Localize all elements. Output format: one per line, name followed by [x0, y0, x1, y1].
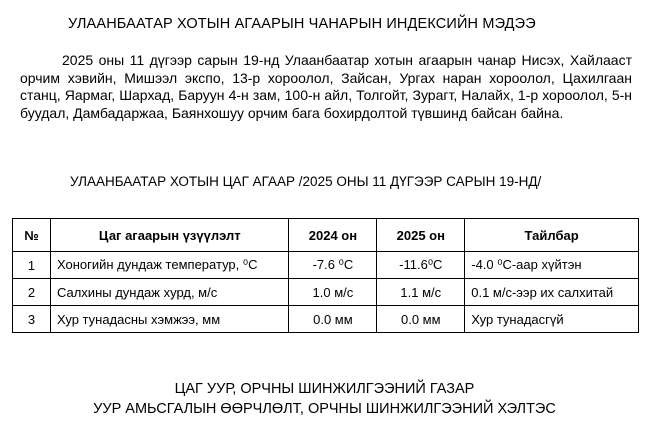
- table-row: [13, 252, 639, 279]
- header-number: №: [13, 219, 51, 252]
- air-quality-paragraph: 2025 оны 11 дүгээр сарын 19-нд Улаанбаатар хотын агаарын чанар Нисэх, Хайлааст орчим хэвийн, Мишээл экспо, 13-р хороолол, Зайсан, Ургах наран хороолол, Цахилгаан станц, Яармаг, Шархад, Баруун 4-н зам, 100-н айл, Толгойт, Зурагт, Налайх, 1-р хороолол, 5-н буудал, Дамбадаржаа, Баянхошуу орчим бага бохирдолтой түвшинд байсан байна.: [20, 52, 632, 121]
- header-note: Тайлбар: [465, 219, 639, 252]
- header-2025: 2025 он: [377, 219, 465, 252]
- cell-indicator: Хоногийн дундаж температур, ⁰С: [50, 252, 289, 279]
- cell-2024: 1.0 м/с: [289, 279, 377, 306]
- cell-note: Хур тунадасгүй: [465, 306, 639, 333]
- cell-note: 0.1 м/с-ээр их салхитай: [465, 279, 639, 306]
- weather-title: УЛААНБААТАР ХОТЫН ЦАГ АГААР /2025 ОНЫ 11 ДҮГЭЭР САРЫН 19-НД/: [70, 174, 542, 189]
- cell-note: -4.0 ⁰С-аар хүйтэн: [465, 252, 639, 279]
- cell-number: 1: [13, 252, 51, 279]
- cell-number: 3: [13, 306, 51, 333]
- cell-2024: 0.0 мм: [289, 306, 377, 333]
- weather-table: [12, 218, 639, 333]
- document-title: УЛААНБААТАР ХОТЫН АГААРЫН ЧАНАРЫН ИНДЕКСИЙН МЭДЭЭ: [68, 16, 536, 32]
- table-header-row: [13, 219, 639, 252]
- cell-indicator: Хур тунадасны хэмжээ, мм: [50, 306, 289, 333]
- cell-2024: -7.6 ⁰С: [289, 252, 377, 279]
- header-indicator: Цаг агаарын үзүүлэлт: [50, 219, 289, 252]
- footer-organization: ЦАГ УУР, ОРЧНЫ ШИНЖИЛГЭЭНИЙ ГАЗАР: [174, 381, 475, 397]
- cell-number: 2: [13, 279, 51, 306]
- table-row: [13, 279, 639, 306]
- cell-2025: 0.0 мм: [377, 306, 465, 333]
- cell-indicator: Салхины дундаж хурд, м/с: [50, 279, 289, 306]
- cell-2025: -11.6⁰С: [377, 252, 465, 279]
- header-2024: 2024 он: [289, 219, 377, 252]
- table-row: [13, 306, 639, 333]
- footer-department: УУР АМЬСГАЛЫН ӨӨРЧЛӨЛТ, ОРЧНЫ ШИНЖИЛГЭЭНИЙ ХЭЛТЭС: [93, 401, 556, 417]
- cell-2025: 1.1 м/с: [377, 279, 465, 306]
